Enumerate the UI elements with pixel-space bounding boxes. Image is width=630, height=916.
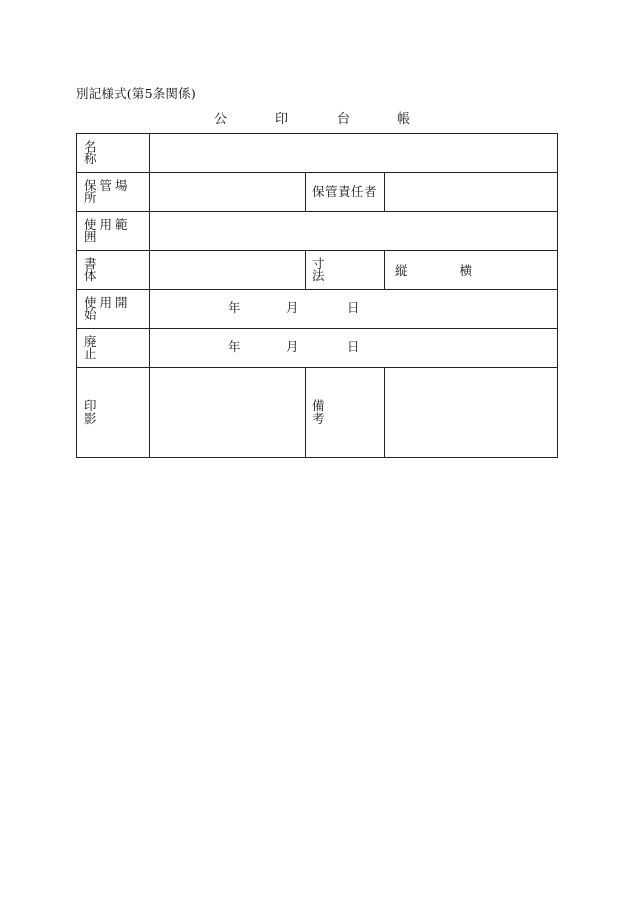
abolition-label: 廃止 xyxy=(84,333,137,361)
row-start-date xyxy=(77,290,558,329)
scope-of-use-field[interactable] xyxy=(150,212,558,251)
custodian-label-cell xyxy=(306,173,385,212)
abolition-date-units xyxy=(150,329,557,367)
seal-ledger-table xyxy=(76,133,558,458)
row-typeface xyxy=(77,251,558,290)
start-date-field[interactable] xyxy=(150,290,558,329)
row-scope xyxy=(77,212,558,251)
start-date-label-cell xyxy=(77,290,150,329)
storage-location-field[interactable] xyxy=(150,173,306,212)
dimensions-label-cell xyxy=(306,251,385,290)
storage-location-label: 保管場所 xyxy=(84,177,131,205)
typeface-label-cell xyxy=(77,251,150,290)
dimensions-units xyxy=(385,261,557,279)
start-date-label: 使用開始 xyxy=(84,294,131,322)
custodian-label: 保管責任者 xyxy=(312,183,378,199)
remarks-label: 備考 xyxy=(312,398,365,426)
scope-of-use-label-cell xyxy=(77,212,150,251)
impression-field[interactable] xyxy=(150,368,306,458)
row-impression xyxy=(77,368,558,458)
typeface-label: 書体 xyxy=(84,255,137,283)
remarks-label-cell xyxy=(306,368,385,458)
name-label-cell xyxy=(77,134,150,173)
custodian-field[interactable] xyxy=(385,173,558,212)
start-year-unit: 年 xyxy=(228,300,241,315)
abolition-label-cell xyxy=(77,329,150,368)
title-char-4: 帳 xyxy=(397,112,411,127)
name-field[interactable] xyxy=(150,134,558,173)
vertical-label: 縦 xyxy=(395,263,408,278)
title-char-2: 印 xyxy=(275,112,289,127)
start-day-unit: 日 xyxy=(347,300,360,315)
start-date-units xyxy=(150,290,557,328)
dimensions-field[interactable] xyxy=(385,251,558,290)
title-char-3: 台 xyxy=(337,112,351,127)
form-reference-label: 別記様式(第5条関係) xyxy=(76,86,196,101)
scope-of-use-label: 使用範囲 xyxy=(84,216,131,244)
row-abolition xyxy=(77,329,558,368)
impression-label-cell xyxy=(77,368,150,458)
abolition-month-unit: 月 xyxy=(286,339,299,354)
name-label-text: 名称 xyxy=(84,138,137,166)
row-storage xyxy=(77,173,558,212)
dimensions-label: 寸法 xyxy=(312,255,365,283)
remarks-field[interactable] xyxy=(385,368,558,458)
name-label xyxy=(77,138,149,166)
abolition-date-field[interactable] xyxy=(150,329,558,368)
title-char-1: 公 xyxy=(214,112,228,127)
start-month-unit: 月 xyxy=(286,300,299,315)
abolition-day-unit: 日 xyxy=(347,339,360,354)
impression-label: 印影 xyxy=(84,398,137,426)
horizontal-label: 横 xyxy=(459,263,473,278)
storage-location-label-cell xyxy=(77,173,150,212)
abolition-year-unit: 年 xyxy=(228,339,241,354)
row-name xyxy=(77,134,558,173)
typeface-field[interactable] xyxy=(150,251,306,290)
